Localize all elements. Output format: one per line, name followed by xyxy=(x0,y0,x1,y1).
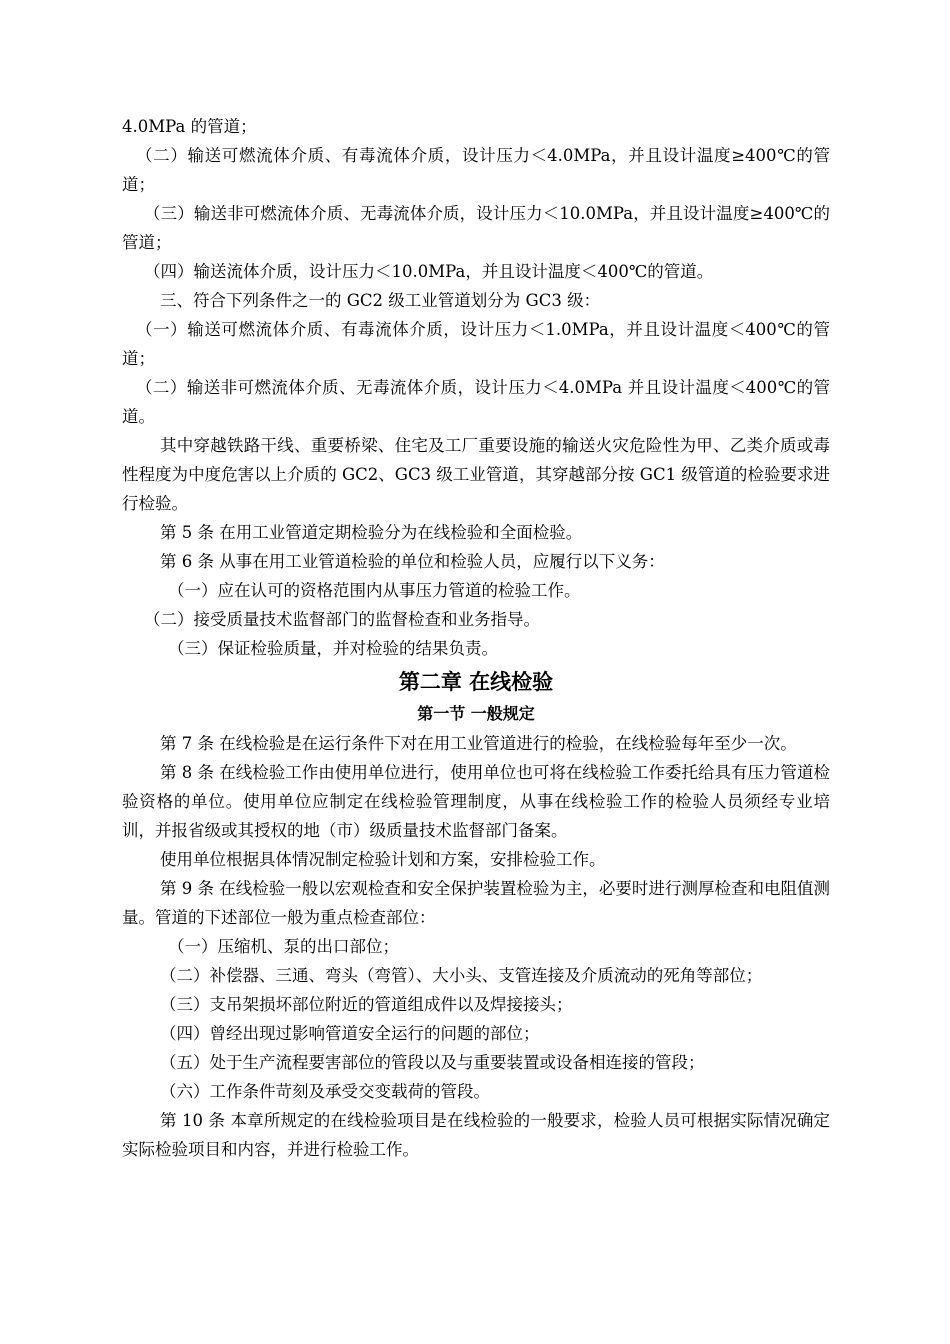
list-item: （二）补偿器、三通、弯头（弯管）、大小头、支管连接及介质流动的死角等部位； xyxy=(160,966,763,985)
list-item: （六）工作条件苛刻及承受交变载荷的管段。 xyxy=(160,1082,490,1101)
paragraph: （二）接受质量技术监督部门的监督检查和业务指导。 xyxy=(144,610,540,629)
paragraph: 4.0MPa 的管道； xyxy=(122,117,257,136)
paragraph: 其中穿越铁路干线、重要桥梁、住宅及工厂重要设施的输送火灾危险性为甲、乙类介质或毒性程度为中度危害以上介质的 GC2、GC3 级工业管道，其穿越部分按 GC1 级管道的检验要求进行检验。 xyxy=(122,436,830,513)
list-item: （三）支吊架损坏部位附近的管道组成件以及焊接接头； xyxy=(160,995,573,1014)
paragraph: （三）输送非可燃流体介质、无毒流体介质，设计压力＜10.0MPa，并且设计温度≥400℃的管道； xyxy=(122,204,830,252)
paragraph: （二）输送可燃流体介质、有毒流体介质，设计压力＜4.0MPa，并且设计温度≥400℃的管道； xyxy=(122,146,830,194)
paragraph: 第 8 条 在线检验工作由使用单位进行，使用单位也可将在线检验工作委托给具有压力管道检验资格的单位。使用单位应制定在线检验管理制度，从事在线检验工作的检验人员须经专业培训，并报省级或其授权的地（市）级质量技术监督部门备案。 xyxy=(122,763,830,840)
paragraph: （一）输送可燃流体介质、有毒流体介质，设计压力＜1.0MPa，并且设计温度＜400℃的管道； xyxy=(122,320,830,368)
paragraph: 第 7 条 在线检验是在运行条件下对在用工业管道进行的检验，在线检验每年至少一次。 xyxy=(160,734,797,753)
paragraph: 第 9 条 在线检验一般以宏观检查和安全保护装置检验为主，必要时进行测厚检查和电阻值测量。管道的下述部位一般为重点检查部位： xyxy=(122,879,830,927)
list-item: （五）处于生产流程要害部位的管段以及与重要装置或设备相连接的管段； xyxy=(160,1053,705,1072)
paragraph: 使用单位根据具体情况制定检验计划和方案，安排检验工作。 xyxy=(160,850,606,869)
list-item: （一）压缩机、泵的出口部位； xyxy=(168,937,399,956)
paragraph: 第 10 条 本章所规定的在线检验项目是在线检验的一般要求，检验人员可根据实际情况确定实际检验项目和内容，并进行检验工作。 xyxy=(122,1111,830,1159)
paragraph: 三、符合下列条件之一的 GC2 级工业管道划分为 GC3 级： xyxy=(160,291,601,310)
section-title: 第一节 一般规定 xyxy=(417,704,535,723)
paragraph: （二）输送非可燃流体介质、无毒流体介质，设计压力＜4.0MPa 并且设计温度＜400℃的管道。 xyxy=(122,378,830,426)
paragraph: （四）输送流体介质，设计压力＜10.0MPa，并且设计温度＜400℃的管道。 xyxy=(144,262,714,281)
paragraph: 第 6 条 从事在用工业管道检验的单位和检验人员，应履行以下义务： xyxy=(160,552,665,571)
paragraph: 第 5 条 在用工业管道定期检验分为在线检验和全面检验。 xyxy=(160,523,583,542)
paragraph: （三）保证检验质量，并对检验的结果负责。 xyxy=(168,639,498,658)
list-item: （四）曾经出现过影响管道安全运行的问题的部位； xyxy=(160,1024,540,1043)
document-page xyxy=(122,112,830,1164)
paragraph: （一）应在认可的资格范围内从事压力管道的检验工作。 xyxy=(168,581,581,600)
chapter-title: 第二章 在线检验 xyxy=(398,670,554,694)
